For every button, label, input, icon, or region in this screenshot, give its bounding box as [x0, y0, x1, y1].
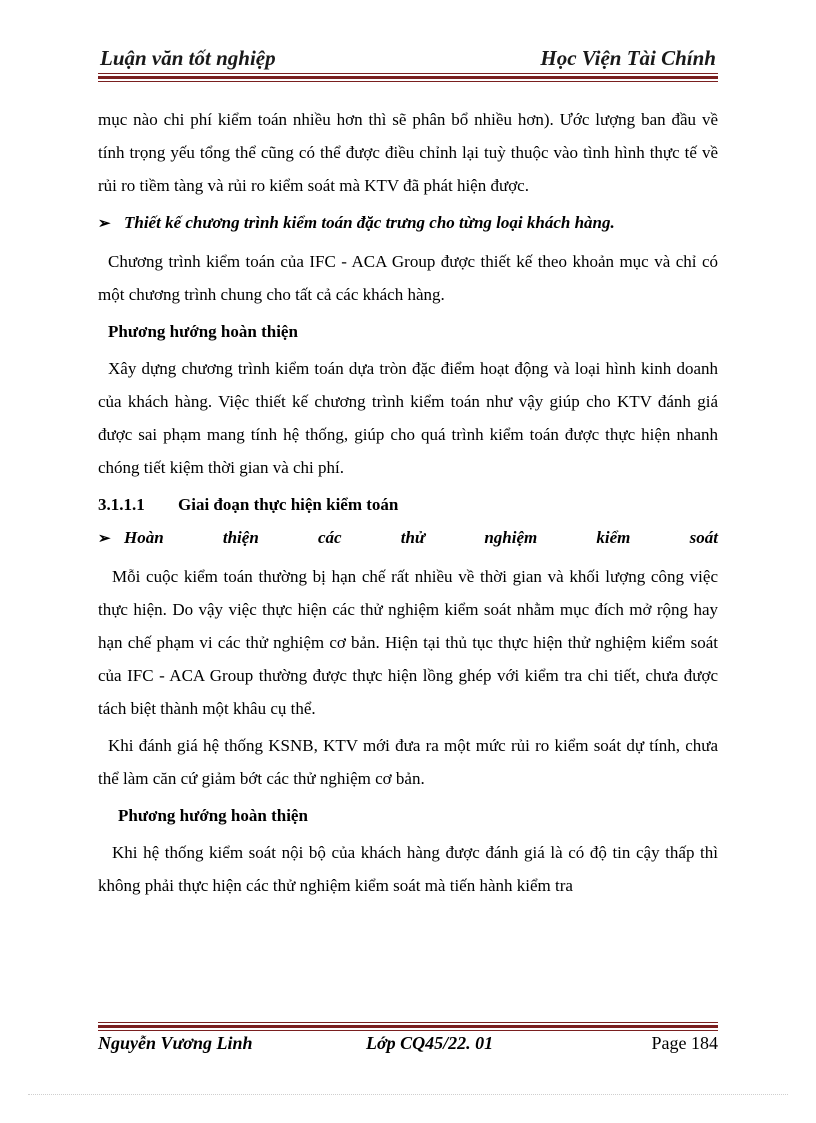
bullet-heading-1 — [98, 206, 718, 241]
arrow-bullet-icon: ➢ — [98, 216, 111, 232]
footer-class: Lớp CQ45/22. 01 — [366, 1033, 494, 1053]
bullet-heading-2-word: thiện — [222, 528, 259, 547]
paragraph-3: Xây dựng chương trình kiểm toán dựa tròn đặc điểm hoạt động và loại hình kinh doanh của khách hàng. Việc thiết kế chương trình kiểm toán như vậy giúp cho KTV đánh giá được sai phạm mang tính hệ thống, giúp cho quá trình kiểm toán được thực hiện nhanh chóng tiết kiệm thời gian và chi phí. — [98, 359, 718, 477]
bullet-heading-2-word: Hoàn — [124, 528, 164, 547]
page-bottom-edge — [28, 1094, 788, 1095]
page-number: Page 184 — [651, 1033, 718, 1053]
subheading-2: Phương hướng hoàn thiện — [118, 806, 308, 825]
page-footer — [98, 1033, 718, 1059]
bullet-heading-2 — [98, 521, 718, 556]
page-body — [98, 103, 718, 902]
footer-author: Nguyễn Vương Linh — [98, 1033, 253, 1053]
bullet-heading-2-word: nghiệm — [484, 528, 538, 547]
header-institution: Học Viện Tài Chính — [540, 46, 716, 70]
section-number: 3.1.1.1 — [98, 495, 145, 514]
paragraph-5: Khi đánh giá hệ thống KSNB, KTV mới đưa ra một mức rủi ro kiểm soát dự tính, chưa thể làm căn cứ giảm bớt các thử nghiệm cơ bản. — [98, 736, 718, 788]
header-rule-thin-bottom — [98, 81, 718, 82]
page-header — [100, 46, 716, 74]
paragraph-4: Mỗi cuộc kiểm toán thường bị hạn chế rất nhiều về thời gian và khối lượng công việc thực hiện. Do vậy việc thực hiện các thử nghiệm kiểm soát nhằm mục đích mở rộng hay hạn chế phạm vi các thử nghiệm cơ bản. Hiện tại thủ tục thực hiện thử nghiệm kiểm soát của IFC - ACA Group thường được thực hiện lồng ghép với kiểm tra chi tiết, chưa được tách biệt thành một khâu cụ thể. — [98, 567, 718, 718]
footer-rule-thin-bottom — [98, 1030, 718, 1031]
bullet-heading-2-word: kiểm — [596, 528, 631, 547]
bullet-heading-2-word: soát — [689, 528, 718, 547]
bullet-heading-2-word: các — [317, 528, 342, 547]
paragraph-6: Khi hệ thống kiểm soát nội bộ của khách hàng được đánh giá là có độ tin cậy thấp thì không phải thực hiện các thử nghiệm kiểm soát mà tiến hành kiểm tra — [98, 843, 718, 895]
bullet-heading-2-word: thử — [400, 528, 426, 547]
header-rule-thick — [98, 76, 718, 79]
paragraph-1: mục nào chi phí kiểm toán nhiều hơn thì sẽ phân bổ nhiều hơn). Ước lượng ban đầu về tính trọng yếu tổng thể cũng có thể được điều chỉnh lại tuỳ thuộc vào tình hình thực tế về rủi ro tiềm tàng và rủi ro kiểm soát mà KTV đã phát hiện được. — [98, 110, 718, 195]
header-rule-thin-top — [98, 73, 718, 74]
paragraph-2: Chương trình kiểm toán của IFC - ACA Group được thiết kế theo khoản mục và chỉ có một chương trình chung cho tất cả các khách hàng. — [98, 252, 718, 304]
bullet-heading-1-text: Thiết kế chương trình kiểm toán đặc trưng cho từng loại khách hàng. — [124, 213, 615, 232]
footer-rule-thick — [98, 1025, 718, 1028]
header-thesis-title: Luận văn tốt nghiệp — [100, 46, 276, 70]
section-title: Giai đoạn thực hiện kiểm toán — [178, 495, 399, 514]
section-heading — [98, 488, 718, 521]
arrow-bullet-icon: ➢ — [98, 531, 111, 547]
subheading-1: Phương hướng hoàn thiện — [108, 322, 298, 341]
footer-rule-thin-top — [98, 1022, 718, 1023]
